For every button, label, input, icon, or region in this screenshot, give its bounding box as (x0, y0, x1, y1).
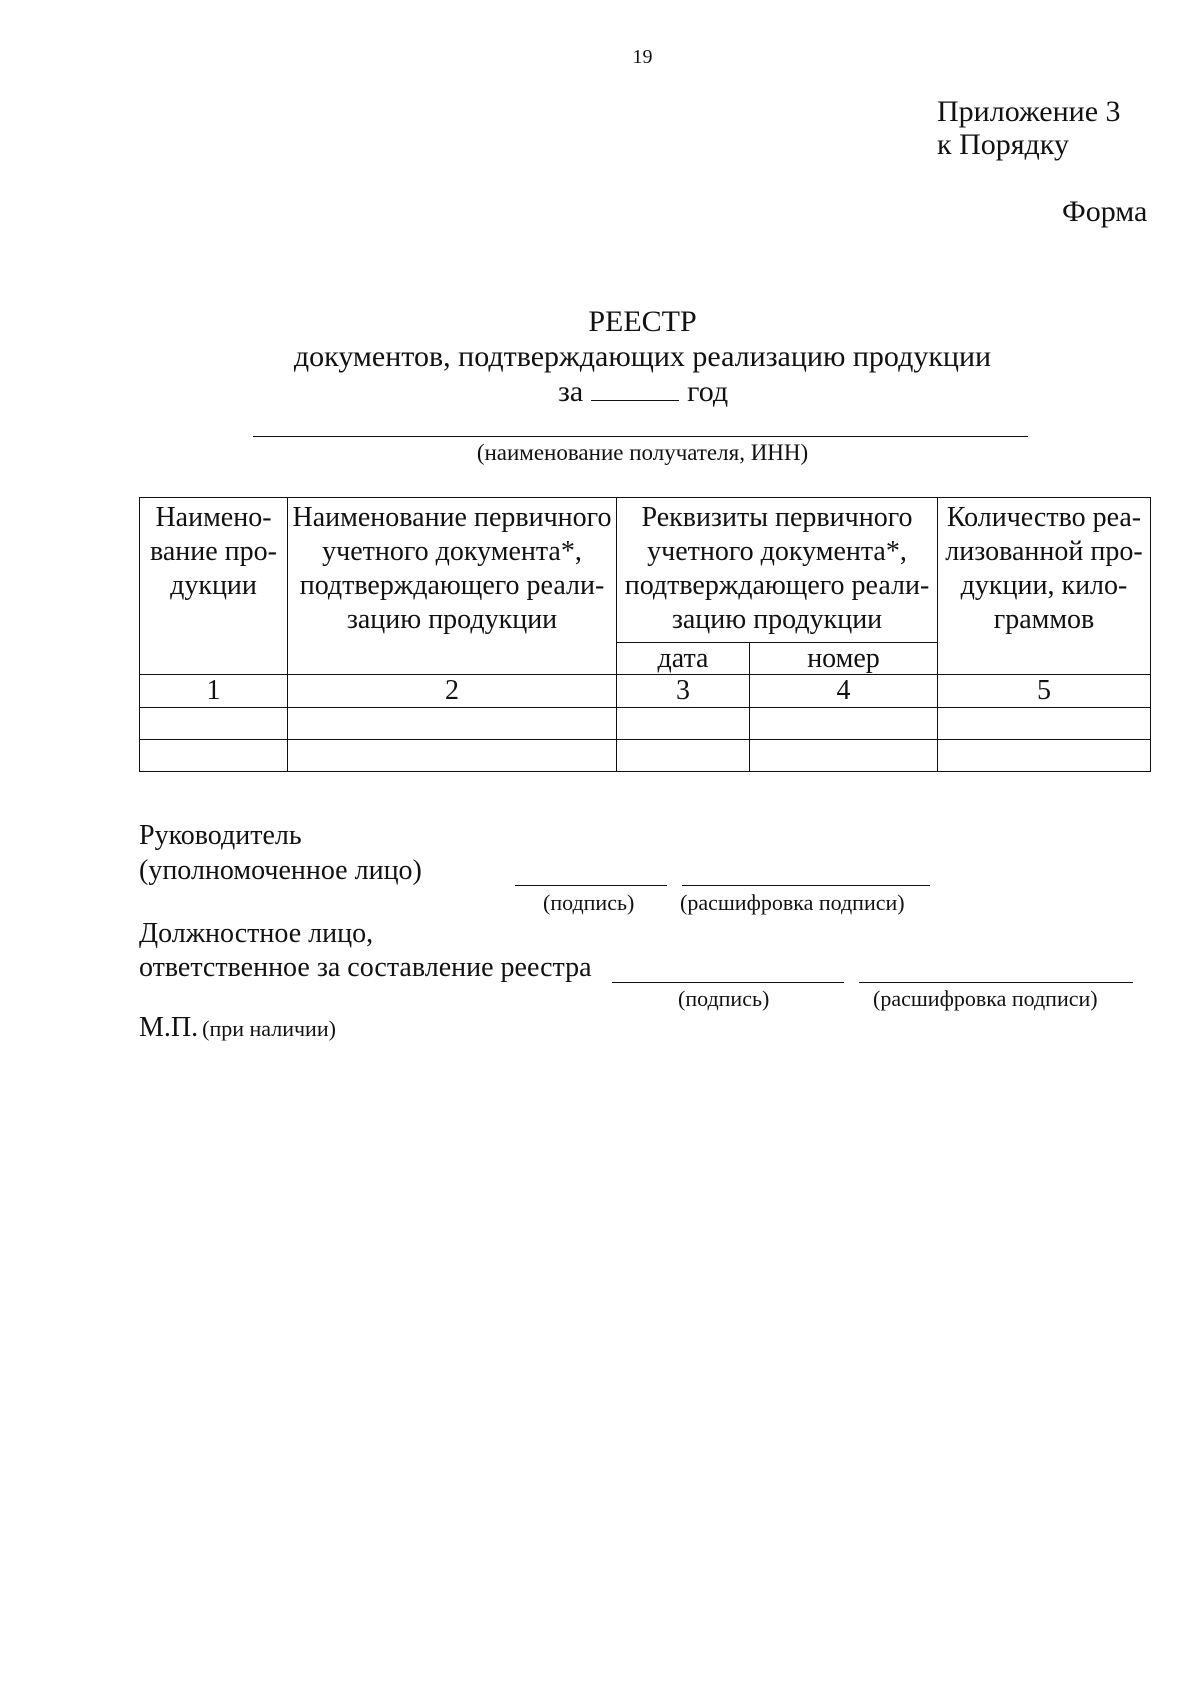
registry-table (139, 497, 1151, 772)
official-decode-line (859, 982, 1133, 983)
header-document-name (288, 498, 617, 675)
appendix-line-1: Приложение 3 (937, 95, 1121, 128)
table-cell (750, 740, 938, 772)
document-subtitle: документов, подтверждающих реализацию продукции (293, 340, 992, 373)
stamp-line (139, 1012, 336, 1044)
table-cell (288, 708, 617, 740)
table-cell (938, 740, 1151, 772)
recipient-caption: (наименование получателя, ИНН) (476, 440, 809, 465)
period-suffix: год (687, 375, 729, 408)
header-product-name-text: Наимено- вание про- дукции (150, 502, 277, 601)
head-signature-caption: (подпись) (543, 890, 635, 915)
official-signature-line (612, 982, 844, 983)
column-number: 2 (288, 675, 617, 708)
period-prefix: за (558, 375, 584, 408)
table-cell (140, 708, 288, 740)
table-cell (617, 740, 750, 772)
column-number-row (140, 675, 1151, 708)
header-document-details (617, 498, 938, 643)
column-number: 1 (140, 675, 288, 708)
recipient-line (253, 436, 1028, 437)
table-header-row (140, 498, 1151, 643)
official-signature-caption: (подпись) (678, 986, 770, 1011)
document-title: РЕЕСТР (588, 305, 697, 338)
table-cell (750, 708, 938, 740)
head-signature-line (515, 885, 667, 886)
column-number: 4 (750, 675, 938, 708)
table-cell (938, 708, 1151, 740)
stamp-label: М.П. (139, 1012, 199, 1043)
table-cell (140, 740, 288, 772)
subheader-number: номер (750, 643, 938, 675)
stamp-note: (при наличии) (202, 1016, 336, 1041)
table-cell (288, 740, 617, 772)
head-title: Руководитель (139, 820, 302, 851)
header-quantity (938, 498, 1151, 675)
page-number: 19 (632, 46, 653, 68)
table-cell (617, 708, 750, 740)
column-number: 5 (938, 675, 1151, 708)
table-row (140, 708, 1151, 740)
header-document-details-text: Реквизиты первичного учетного документа*, подтверждающего реали- зацию продукции (624, 502, 930, 635)
table-row (140, 740, 1151, 772)
column-number: 3 (617, 675, 750, 708)
form-label: Форма (1062, 195, 1148, 228)
period-line (558, 374, 728, 409)
official-responsible: ответственное за составление реестра (139, 952, 592, 983)
appendix-line-2: к Порядку (937, 128, 1069, 161)
head-authorized: (уполномоченное лицо) (139, 855, 422, 886)
header-product-name (140, 498, 288, 675)
header-quantity-text: Количество реа- лизованной про- дукции, кило- граммов (945, 502, 1143, 635)
year-blank (591, 374, 679, 401)
official-title: Должностное лицо, (139, 918, 374, 949)
subheader-date: дата (617, 643, 750, 675)
official-decode-caption: (расшифровка подписи) (873, 986, 1098, 1011)
header-document-name-text: Наименование первичного учетного документа*, подтверждающего реали- зацию продукции (292, 502, 612, 635)
head-decode-line (682, 885, 930, 886)
head-decode-caption: (расшифровка подписи) (680, 890, 905, 915)
